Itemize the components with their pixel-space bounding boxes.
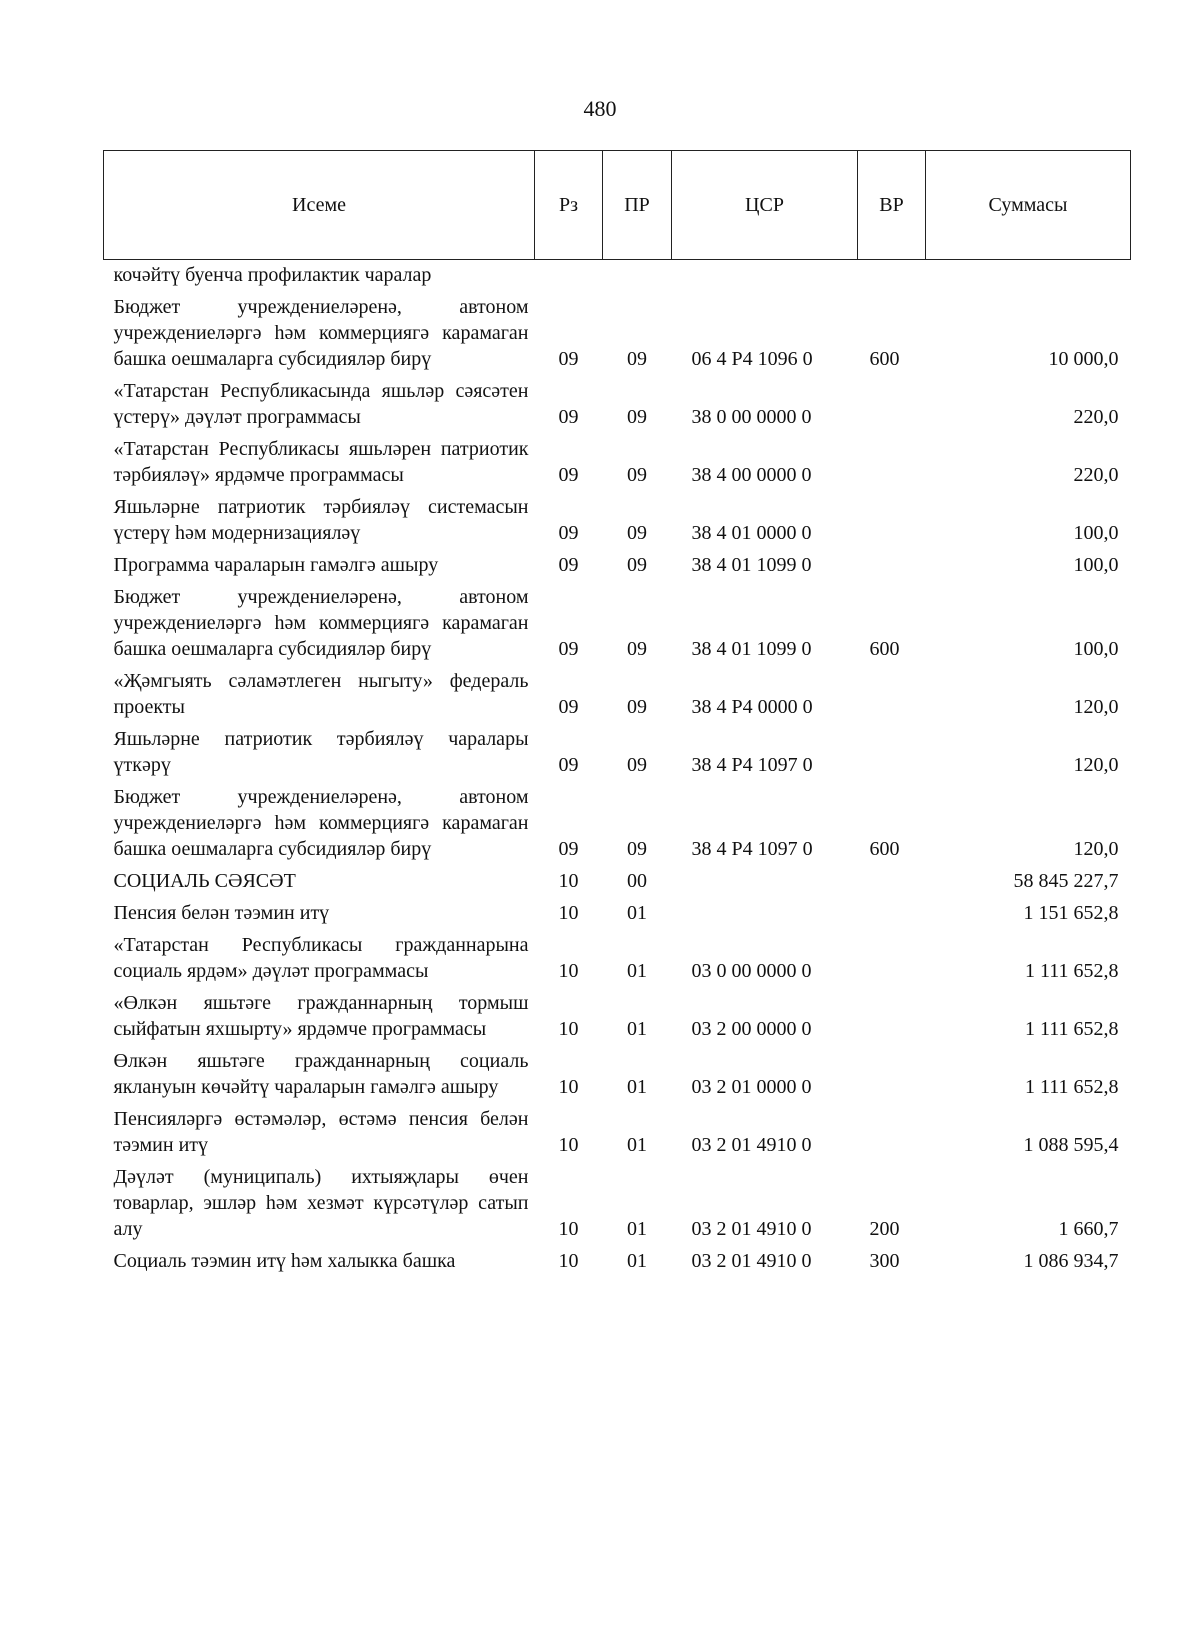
cell-vr (858, 898, 926, 930)
cell-sum: 1 111 652,8 (1024, 960, 1119, 982)
cell-csr (672, 260, 858, 293)
cell-pr: 01 (627, 960, 647, 982)
table-row (104, 434, 1131, 492)
cell-vr (858, 1104, 926, 1162)
header-rz: Рз (535, 151, 603, 260)
cell-csr: 38 0 00 0000 0 (691, 406, 812, 428)
cell-rz: 09 (558, 464, 579, 486)
cell-vr (858, 724, 926, 782)
cell-rz: 09 (558, 754, 579, 776)
cell-name: Социаль тәэмин итү һәм халыкка башка (113, 1250, 456, 1272)
cell-pr: 01 (627, 1218, 647, 1240)
cell-vr (858, 376, 926, 434)
table-row (104, 550, 1131, 582)
table-row (104, 866, 1131, 898)
cell-sum: 1 086 934,7 (1023, 1250, 1119, 1272)
cell-rz: 09 (558, 838, 579, 860)
cell-vr: 600 (869, 638, 900, 660)
cell-sum: 100,0 (1073, 522, 1119, 544)
cell-rz: 09 (558, 696, 579, 718)
cell-pr: 09 (627, 696, 647, 718)
cell-name: кочәйтү буенча профилактик чаралар (113, 264, 432, 286)
cell-sum: 120,0 (1073, 696, 1119, 718)
cell-vr (858, 666, 926, 724)
cell-pr: 01 (627, 1018, 647, 1040)
cell-csr: 38 4 Р4 1097 0 (691, 838, 813, 860)
table-row (104, 1246, 1131, 1278)
table-row (104, 898, 1131, 930)
cell-rz: 10 (558, 960, 579, 982)
cell-vr: 600 (869, 838, 900, 860)
table-row (104, 1104, 1131, 1162)
cell-name: Бюджет учреждениеләренә, автоном учреждениеләргә һәм коммерциягә карамаган башка оешмаларга субсидияләр бирү (113, 586, 529, 660)
table-row (104, 782, 1131, 866)
cell-sum (926, 260, 1131, 293)
cell-pr: 01 (627, 1076, 647, 1098)
cell-sum: 1 660,7 (1058, 1218, 1119, 1240)
cell-pr: 09 (627, 464, 647, 486)
cell-pr (603, 260, 672, 293)
cell-sum: 120,0 (1073, 754, 1119, 776)
cell-rz: 09 (558, 406, 579, 428)
cell-pr: 09 (627, 754, 647, 776)
page-number: 480 (583, 96, 617, 121)
cell-csr: 38 4 Р4 0000 0 (691, 696, 813, 718)
cell-vr (858, 434, 926, 492)
cell-rz: 10 (558, 902, 579, 924)
cell-name: Программа чараларын гамәлгә ашыру (113, 554, 439, 576)
cell-vr (858, 930, 926, 988)
cell-vr: 600 (869, 348, 900, 370)
cell-sum: 1 111 652,8 (1024, 1076, 1119, 1098)
cell-vr: 300 (869, 1250, 900, 1272)
cell-pr: 09 (627, 406, 647, 428)
cell-pr: 09 (627, 348, 647, 370)
cell-csr: 38 4 00 0000 0 (691, 464, 812, 486)
cell-name: Яшьләрне патриотик тәрбияләү чаралары үткәрү (113, 728, 529, 776)
cell-sum: 220,0 (1073, 406, 1119, 428)
cell-name: Бюджет учреждениеләренә, автоном учреждениеләргә һәм коммерциягә карамаган башка оешмаларга субсидияләр бирү (113, 786, 529, 860)
cell-sum: 220,0 (1073, 464, 1119, 486)
cell-pr: 09 (627, 638, 647, 660)
table-body (104, 260, 1131, 1279)
cell-csr: 38 4 01 1099 0 (691, 554, 812, 576)
cell-csr: 03 2 01 4910 0 (691, 1250, 812, 1272)
cell-sum: 100,0 (1073, 554, 1119, 576)
cell-pr: 09 (627, 522, 647, 544)
cell-name: «Татарстан Республикасында яшьләр сәясәтен үстерү» дәүләт программасы (113, 380, 529, 428)
cell-pr: 00 (627, 870, 647, 892)
table-row (104, 376, 1131, 434)
cell-name: Бюджет учреждениеләренә, автоном учреждениеләргә һәм коммерциягә карамаган башка оешмаларга субсидияләр бирү (113, 296, 529, 370)
cell-csr: 38 4 01 0000 0 (691, 522, 812, 544)
header-name: Исеме (104, 151, 535, 260)
cell-name: «Татарстан Республикасы гражданнарына социаль ярдәм» дәүләт программасы (113, 934, 529, 982)
cell-name: Өлкән яшьтәге гражданнарның социаль яклануын көчәйтү чараларын гамәлгә ашыру (113, 1050, 529, 1098)
header-vr: ВР (858, 151, 926, 260)
cell-sum: 1 111 652,8 (1024, 1018, 1119, 1040)
header-csr: ЦСР (672, 151, 858, 260)
table-row (104, 988, 1131, 1046)
cell-pr: 01 (627, 1134, 647, 1156)
cell-csr: 03 2 01 0000 0 (691, 1076, 812, 1098)
cell-name: Дәүләт (муниципаль) ихтыяҗлары өчен товарлар, эшләр һәм хезмәт күрсәтүләр сатып алу (113, 1166, 529, 1240)
cell-csr: 06 4 Р4 1096 0 (691, 348, 813, 370)
cell-name: Яшьләрне патриотик тәрбияләү системасын үстерү һәм модернизацияләү (113, 496, 529, 544)
cell-rz: 10 (558, 1076, 579, 1098)
cell-sum: 120,0 (1073, 838, 1119, 860)
header-sum: Суммасы (926, 151, 1131, 260)
table-row (104, 1046, 1131, 1104)
cell-sum: 58 845 227,7 (1013, 870, 1119, 892)
cell-rz: 10 (558, 870, 579, 892)
cell-pr: 01 (627, 1250, 647, 1272)
table-row (104, 492, 1131, 550)
cell-csr: 03 0 00 0000 0 (691, 960, 812, 982)
cell-csr: 03 2 01 4910 0 (691, 1218, 812, 1240)
cell-vr (858, 988, 926, 1046)
cell-rz (535, 260, 603, 293)
cell-csr (672, 898, 858, 930)
table-row (104, 1162, 1131, 1246)
cell-vr: 200 (869, 1218, 900, 1240)
table-row (104, 666, 1131, 724)
table-row (104, 724, 1131, 782)
table-row (104, 260, 1131, 293)
cell-name: Пенсияләргә өстәмәләр, өстәмә пенсия белән тәэмин итү (113, 1108, 529, 1156)
cell-vr (858, 492, 926, 550)
cell-rz: 10 (558, 1250, 579, 1272)
cell-vr (858, 260, 926, 293)
cell-rz: 09 (558, 522, 579, 544)
cell-vr (858, 866, 926, 898)
cell-sum: 1 151 652,8 (1023, 902, 1119, 924)
cell-rz: 10 (558, 1218, 579, 1240)
table-row (104, 292, 1131, 376)
cell-sum: 10 000,0 (1048, 348, 1119, 370)
cell-vr (858, 1046, 926, 1104)
table-row (104, 582, 1131, 666)
cell-name: «Җәмгыять сәламәтлеген ныгыту» федераль проекты (113, 670, 529, 718)
cell-pr: 01 (627, 902, 647, 924)
header-pr: ПР (603, 151, 672, 260)
cell-csr: 38 4 01 1099 0 (691, 638, 812, 660)
cell-rz: 09 (558, 638, 579, 660)
cell-rz: 09 (558, 554, 579, 576)
cell-pr: 09 (627, 838, 647, 860)
cell-csr: 03 2 00 0000 0 (691, 1018, 812, 1040)
cell-sum: 100,0 (1073, 638, 1119, 660)
cell-name: «Өлкән яшьтәге гражданнарның тормыш сыйфатын яхшырту» ярдәмче программасы (113, 992, 529, 1040)
cell-csr (672, 866, 858, 898)
table-header (104, 151, 1131, 260)
cell-rz: 09 (558, 348, 579, 370)
cell-rz: 10 (558, 1134, 579, 1156)
table-row (104, 930, 1131, 988)
cell-name: СОЦИАЛЬ СӘЯСӘТ (113, 870, 296, 892)
cell-csr: 38 4 Р4 1097 0 (691, 754, 813, 776)
cell-rz: 10 (558, 1018, 579, 1040)
cell-vr (858, 550, 926, 582)
budget-table (103, 150, 1131, 1278)
cell-name: Пенсия белән тәэмин итү (113, 902, 330, 924)
cell-name: «Татарстан Республикасы яшьләрен патриотик тәрбияләү» ярдәмче программасы (113, 438, 529, 486)
cell-sum: 1 088 595,4 (1023, 1134, 1119, 1156)
cell-pr: 09 (627, 554, 647, 576)
cell-csr: 03 2 01 4910 0 (691, 1134, 812, 1156)
